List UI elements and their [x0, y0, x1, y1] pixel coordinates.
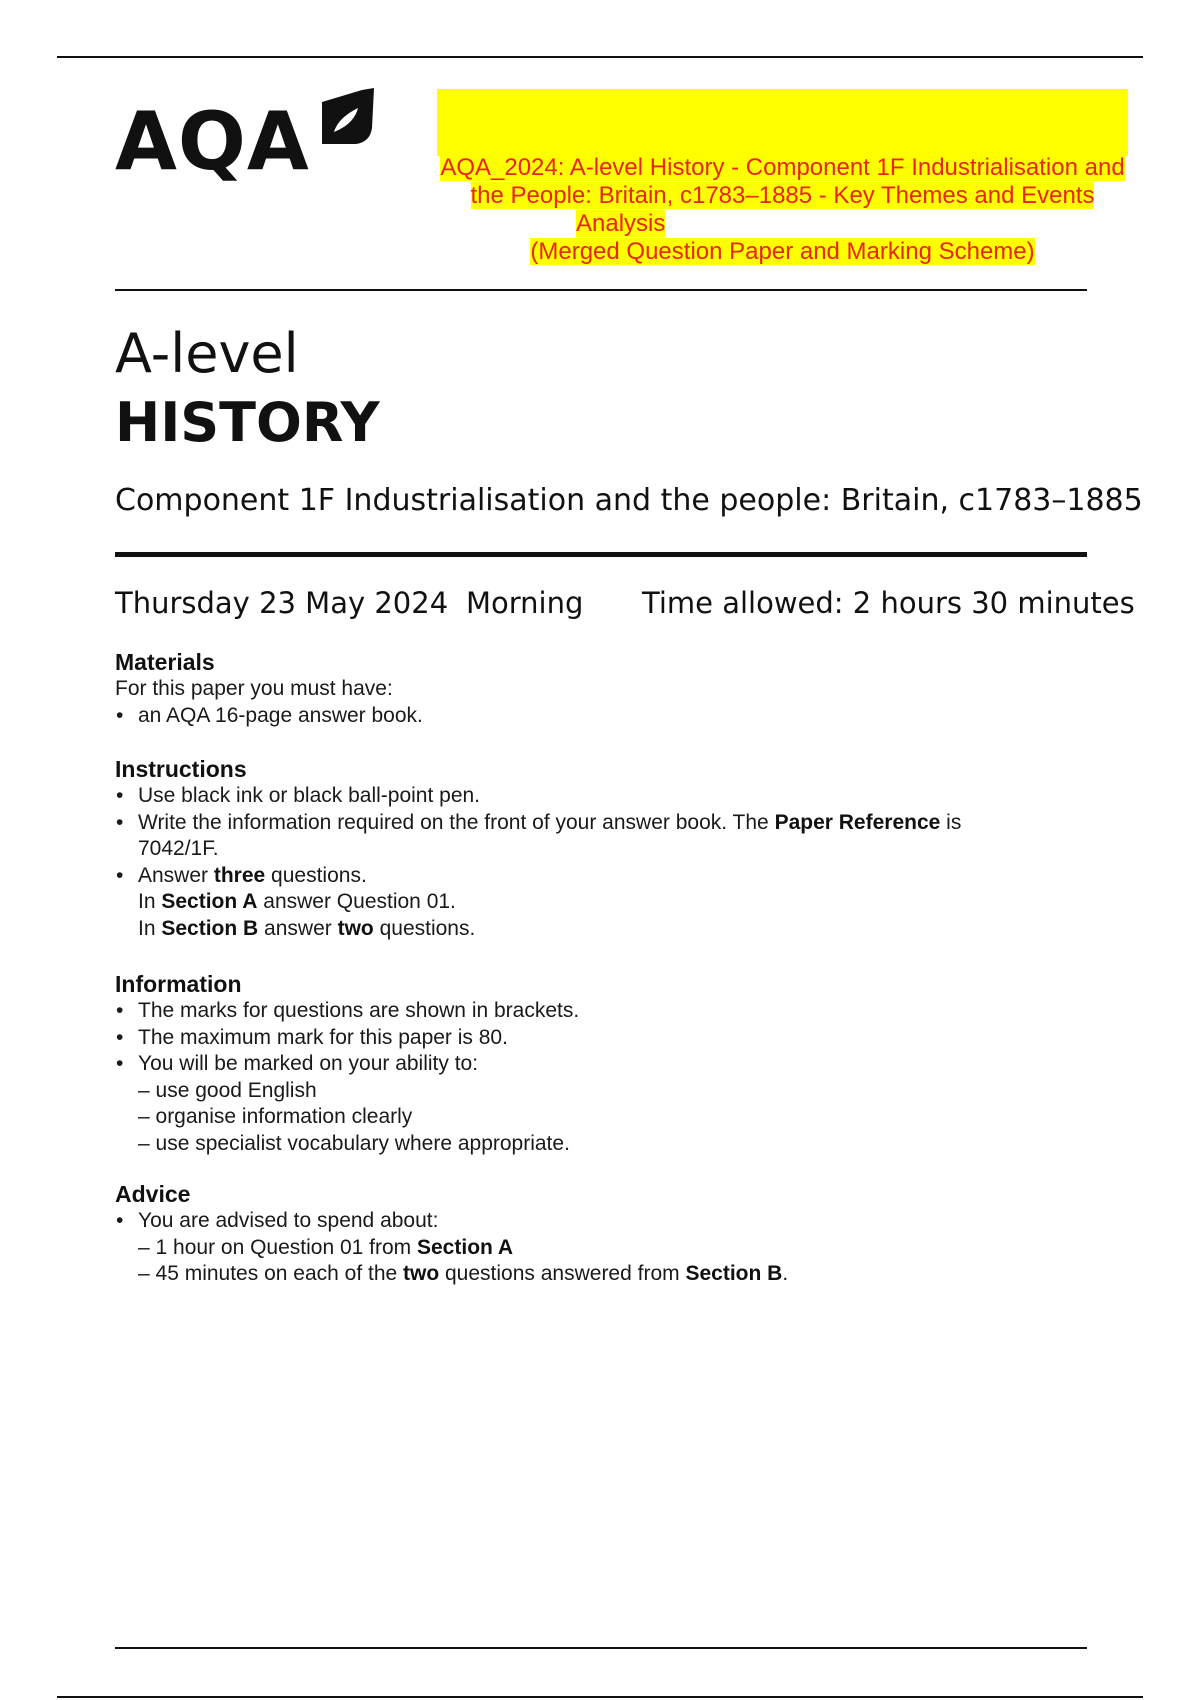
materials-item: • an AQA 16-page answer book. — [115, 703, 1095, 730]
instructions-heading: Instructions — [115, 756, 247, 782]
materials-intro: For this paper you must have: — [115, 677, 393, 700]
information-list — [115, 998, 1095, 1157]
information-item-ability: • You will be marked on your ability to: – use good English – organise information clearly – use specialist vocabulary where appropriate. — [115, 1051, 1095, 1157]
exam-time-allowed: Time allowed: 2 hours 30 minutes — [642, 586, 1135, 620]
title-banner — [437, 89, 1128, 269]
advice-section — [115, 1180, 1095, 1288]
instructions-list — [115, 783, 1095, 942]
aqa-leaf-icon — [318, 88, 376, 146]
component-title: Component 1F Industrialisation and the people: Britain, c1783–1885 — [115, 483, 1143, 518]
bottom-rule — [57, 1696, 1143, 1698]
banner-line-1: AQA_2024: A-level History - Component 1F Industrialisation and — [440, 154, 1125, 181]
exam-session: Morning — [466, 586, 584, 620]
subject-name: HISTORY — [115, 391, 380, 454]
advice-list — [115, 1208, 1095, 1288]
information-item-max-mark: • The maximum mark for this paper is 80. — [115, 1025, 1095, 1052]
instructions-item-ink: • Use black ink or black ball-point pen. — [115, 783, 1095, 810]
information-heading: Information — [115, 971, 242, 997]
information-section — [115, 970, 1095, 1157]
instructions-item-questions: • Answer three questions. In Section A answer Question 01. In Section B answer two questions. — [115, 863, 1095, 943]
aqa-logo-text: AQA — [115, 95, 310, 188]
materials-section — [115, 648, 1095, 729]
exam-date: Thursday 23 May 2024 — [115, 586, 449, 620]
thick-rule — [115, 552, 1087, 557]
instructions-item-paper-reference: • Write the information required on the front of your answer book. The Paper Reference is 7042/1F. — [115, 810, 1095, 863]
banner-line-4: (Merged Question Paper and Marking Scheme) — [530, 238, 1035, 265]
instructions-section — [115, 755, 1095, 942]
advice-item-time: • You are advised to spend about: – 1 hour on Question 01 from Section A – 45 minutes on each of the two questions answered from Section B. — [115, 1208, 1095, 1288]
materials-heading: Materials — [115, 649, 215, 675]
aqa-logo — [115, 86, 377, 186]
banner-line-3: Analysis — [576, 210, 666, 237]
banner-highlight — [437, 89, 1128, 156]
subject-level: A-level — [115, 322, 299, 385]
information-item-marks: • The marks for questions are shown in brackets. — [115, 998, 1095, 1025]
banner-line-2: the People: Britain, c1783–1885 - Key Themes and Events — [470, 182, 1095, 209]
footer-rule — [115, 1647, 1087, 1649]
top-rule — [57, 56, 1143, 58]
header-rule — [115, 289, 1087, 291]
advice-heading: Advice — [115, 1181, 191, 1207]
materials-list — [115, 703, 1095, 730]
